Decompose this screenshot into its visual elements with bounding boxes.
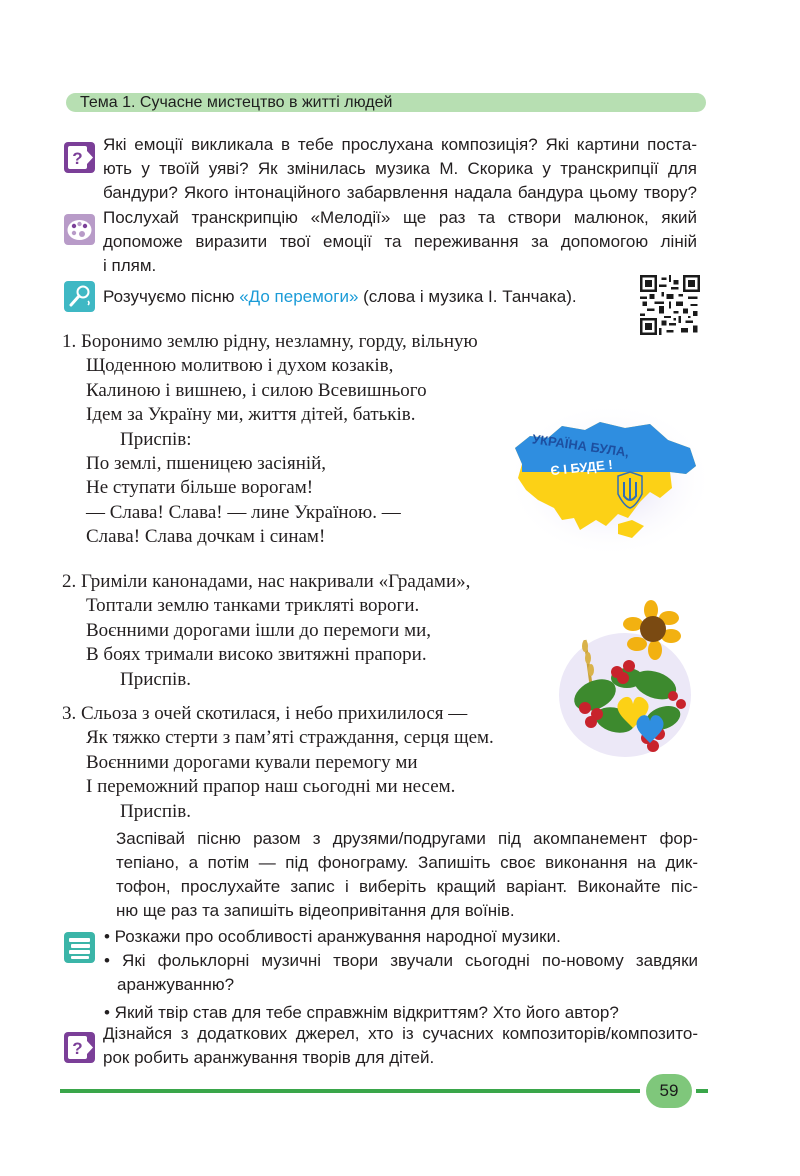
text-line: рок робить аранжування творів для дітей. [103,1048,435,1067]
song-line: Щоденною молитвою і духом козаків, [86,355,394,377]
svg-text:?: ? [72,1039,83,1058]
learn-prefix: Розучуємо пісню [103,287,240,306]
song-verse-1 [62,330,478,550]
song-line: — Слава! Слава! — лине Україною. — [86,501,401,523]
song-line: Не ступати більше ворогам! [86,477,314,499]
text-line: тепіано, а потім — під фонограму. Запишіть своє виконання на дик- [116,853,698,872]
microphone-icon [64,281,95,312]
text-line: тофон, прослухайте запис і виберіть кращий варіант. Виконайте піс- [116,877,698,896]
text-line: бандури? Якого інтонаційного забарвлення надала бандура цьому твору? [103,183,697,202]
song-line: Калиною і вишнею, і силою Всевишнього [86,379,427,401]
song-title-link[interactable]: «До перемоги» [239,287,359,306]
question-icon [64,1032,95,1063]
footer-divider-end [696,1089,708,1093]
song-line: 1. Боронимо землю рідну, незламну, горду, вільную [62,331,478,352]
text-line: Дізнайся з додаткових джерел, хто із сучасних композиторів/композито- [103,1024,698,1043]
song-line: 3. Сльоза з очей скотилася, і небо прихилилося — [62,703,468,724]
text-line: Які емоції викликала в тебе прослухана композиція? Які картини поста- [103,135,697,154]
chorus-label: Приспів: [120,428,192,450]
qr-code-icon[interactable] [640,275,700,335]
text-line: Послухай транскрипцію «Мелодії» ще раз та створи малюнок, який [103,208,697,227]
song-line: Топтали землю танками трикляті вороги. [86,595,420,617]
song-verse-3 [62,702,494,824]
learn-song-line [103,285,577,309]
discussion-bullets [104,925,698,1025]
bullet-item: • Який твір став для тебе справжнім відкриттям? Хто його автор? [104,1003,619,1022]
song-line: Як тяжко стерти з пам’яті страждання, серця щем. [86,727,494,749]
map-slogan-line-1: УКРАЇНА БУЛА, [531,431,631,460]
song-line: Слава! Слава дочкам і синам! [86,526,326,548]
palette-icon [64,214,95,245]
question-block-2 [103,1022,698,1070]
draw-block [103,206,697,278]
ukraine-map-illustration [500,400,710,560]
song-line: Ідем за Україну ми, життя дітей, батьків. [86,404,416,426]
song-line: 2. Гриміли канонадами, нас накривали «Градами», [62,571,471,592]
books-icon [64,932,95,963]
song-line: В боях тримали високо звитяжні прапори. [86,644,427,666]
song-line: Воєнними дорогами ішли до перемоги ми, [86,619,432,641]
chorus-ref: Приспів. [120,668,191,690]
text-line: ню ще раз та запишіть відеопривітання для воїнів. [116,901,515,920]
map-slogan-line-2: Є І БУДЕ ! [549,456,614,479]
song-line: По землі, пшеницею засіяній, [86,453,327,475]
page-number: 59 [646,1074,692,1108]
song-line: Воєнними дорогами кували перемогу ми [86,751,418,773]
bullet-item: • Розкажи про особливості аранжування народної музики. [104,927,561,946]
text-line: і плям. [103,256,157,275]
sunflower-viburnum-illustration [555,600,695,765]
sing-task-paragraph [116,827,698,923]
bullet-item: • Які фольклорні музичні твори звучали сьогодні по-новому завдяки [104,951,698,970]
text-line: допоможе виразити твої емоції та переживання за допомогою ліній [103,232,697,251]
svg-text:?: ? [72,149,83,168]
page-topic-title: Тема 1. Сучасне мистецтво в житті людей [80,94,393,111]
footer-divider [60,1089,640,1093]
question-icon [64,142,95,173]
text-line: ють у твоїй уяві? Як змінилась музика М. Скорика у транскрипції для [103,159,697,178]
question-block-1 [103,133,697,205]
learn-suffix: (слова і музика І. Танчака). [358,287,577,306]
text-line: Заспівай пісню разом з друзями/подругами під акомпанемент фор- [116,829,698,848]
song-verse-2 [62,570,470,692]
chorus-ref: Приспів. [120,800,191,822]
bullet-item-continuation: аранжуванню? [117,975,235,994]
song-line: І переможний прапор наш сьогодні ми несем. [86,776,456,798]
